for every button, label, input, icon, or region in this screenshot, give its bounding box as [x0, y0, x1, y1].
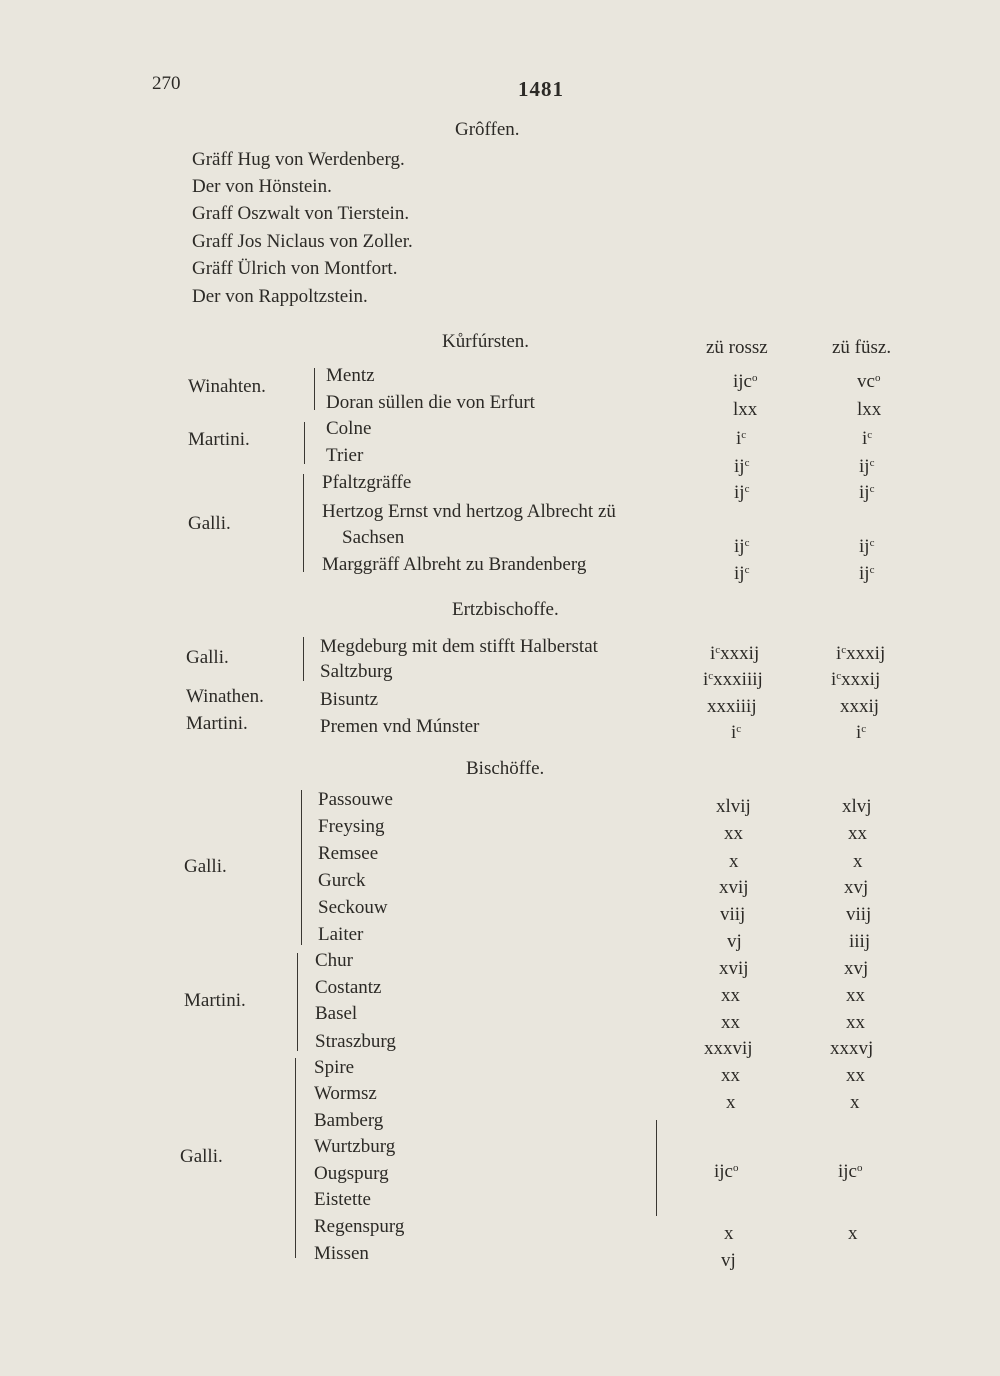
- year-header: 1481: [518, 77, 564, 101]
- fusz-value: xxxvj: [830, 1038, 874, 1059]
- term-label: Winahten.: [188, 376, 266, 397]
- rossz-value: x: [726, 1092, 736, 1113]
- term-label: Galli.: [184, 856, 227, 877]
- elector-name: Colne: [326, 418, 372, 439]
- fusz-value: lxx: [857, 399, 882, 420]
- joint-rossz-value: ijc$^o$: [714, 1161, 739, 1182]
- fusz-value: $i^c$: [856, 722, 867, 743]
- bracket: [301, 790, 302, 945]
- rossz-value: xxxiiij: [707, 696, 757, 717]
- rossz-value: $i^cxxxiiij$: [703, 669, 763, 690]
- section-title-ertzbischoffe: Ertzbischoffe.: [452, 599, 559, 620]
- elector-name: Hertzog Ernst vnd hertzog Albrecht zü: [322, 501, 616, 522]
- archbishopric-name: Saltzburg: [320, 661, 393, 682]
- bracket: [314, 368, 315, 410]
- fusz-value: x: [850, 1092, 860, 1113]
- bishopric-name: Wormsz: [314, 1083, 377, 1104]
- rossz-value: ijc$^o$: [733, 371, 758, 392]
- rossz-value: $ij^c$: [734, 482, 750, 503]
- fusz-value: $vc^o$: [857, 371, 881, 392]
- page-number: 270: [152, 73, 181, 94]
- fusz-value: x: [853, 851, 863, 872]
- bracket: [304, 422, 305, 464]
- section-title-groffen: Grôffen.: [455, 119, 520, 140]
- fusz-value: $i^cxxxij$: [836, 643, 886, 664]
- rossz-value: xlvij: [716, 796, 751, 817]
- bishopric-name: Laiter: [318, 924, 364, 945]
- rossz-value: $ij^c$: [734, 536, 750, 557]
- fusz-value: xvj: [844, 877, 869, 898]
- rossz-value: xx: [721, 1012, 740, 1033]
- term-label: Martini.: [184, 990, 246, 1011]
- bishopric-name: Remsee: [318, 843, 379, 864]
- term-label: Martini.: [188, 429, 250, 450]
- rossz-value: $i^c$: [731, 722, 742, 743]
- term-label: Galli.: [188, 513, 231, 534]
- groffen-entry: Gräff Ülrich von Montfort.: [192, 258, 398, 279]
- term-label: Martini.: [186, 713, 248, 734]
- fusz-value: $ij^c$: [859, 456, 875, 477]
- rossz-value: x: [724, 1223, 734, 1244]
- bishopric-name: Straszburg: [315, 1031, 396, 1052]
- joint-fusz-value: ijc$^o$: [838, 1161, 863, 1182]
- fusz-value: $ij^c$: [859, 536, 875, 557]
- column-header-rossz: zü rossz: [706, 337, 768, 358]
- fusz-value: $ij^c$: [859, 563, 875, 584]
- section-title-bischoffe: Bischöffe.: [466, 758, 545, 779]
- bishopric-name: Costantz: [315, 977, 382, 998]
- groffen-entry: Graff Jos Niclaus von Zoller.: [192, 231, 413, 252]
- bishopric-name: Spire: [314, 1057, 355, 1078]
- fusz-value: xlvj: [842, 796, 872, 817]
- fusz-value: xx: [846, 1065, 865, 1086]
- bishopric-name: Eistette: [314, 1189, 371, 1210]
- rossz-value: xx: [724, 823, 743, 844]
- fusz-value: xx: [846, 1012, 865, 1033]
- fusz-value: x: [848, 1223, 858, 1244]
- rossz-value: x: [729, 851, 739, 872]
- section-title-kurfursten: Kůrfúrsten.: [442, 331, 530, 352]
- bishopric-name: Basel: [315, 1003, 358, 1024]
- archbishopric-name: Megdeburg mit dem stifft Halberstat: [320, 636, 598, 657]
- rossz-value: $i^cxxxij$: [710, 643, 760, 664]
- elector-name: Marggräff Albreht zu Brandenberg: [322, 554, 587, 575]
- bishopric-name: Ougspurg: [314, 1163, 389, 1184]
- rossz-value: $ij^c$: [734, 563, 750, 584]
- groffen-entry: Der von Hönstein.: [192, 176, 332, 197]
- bracket: [295, 1058, 296, 1258]
- fusz-value: $ij^c$: [859, 482, 875, 503]
- rossz-value: xvij: [719, 958, 749, 979]
- rossz-value: xx: [721, 1065, 740, 1086]
- bishopric-name: Passouwe: [318, 789, 393, 810]
- bishopric-name: Seckouw: [318, 897, 388, 918]
- bracket: [303, 474, 304, 572]
- groffen-entry: Gräff Hug von Werdenberg.: [192, 149, 405, 170]
- bishopric-name: Regenspurg: [314, 1216, 405, 1237]
- column-header-fusz: zü füsz.: [832, 337, 892, 358]
- rossz-value: xvij: [719, 877, 749, 898]
- bishopric-name: Freysing: [318, 816, 385, 837]
- rossz-value: xxxvij: [704, 1038, 753, 1059]
- rossz-value: viij: [720, 904, 746, 925]
- rossz-value: xx: [721, 985, 740, 1006]
- archbishopric-name: Bisuntz: [320, 689, 379, 710]
- term-label: Galli.: [186, 647, 229, 668]
- elector-name: Doran süllen die von Erfurt: [326, 392, 535, 413]
- bishopric-name: Chur: [315, 950, 353, 971]
- archbishopric-name: Premen vnd Múnster: [320, 716, 480, 737]
- fusz-value: $i^c$: [862, 428, 873, 449]
- bishopric-name: Bamberg: [314, 1110, 384, 1131]
- fusz-value: xx: [846, 985, 865, 1006]
- term-label: Galli.: [180, 1146, 223, 1167]
- bracket: [297, 953, 298, 1051]
- fusz-value: $i^cxxxij$: [831, 669, 881, 690]
- groffen-entry: Der von Rappoltzstein.: [192, 286, 368, 307]
- elector-name: Sachsen: [342, 527, 405, 548]
- fusz-value: iiij: [849, 931, 871, 952]
- fusz-value: xx: [848, 823, 867, 844]
- rossz-value: $i^c$: [736, 428, 747, 449]
- bishopric-name: Gurck: [318, 870, 366, 891]
- rossz-value: vj: [721, 1250, 736, 1271]
- rossz-value: $ij^c$: [734, 456, 750, 477]
- bishopric-name: Wurtzburg: [314, 1136, 396, 1157]
- fusz-value: viij: [846, 904, 872, 925]
- fusz-value: xxxij: [840, 696, 880, 717]
- elector-name: Mentz: [326, 365, 375, 386]
- joint-bracket: [648, 1120, 657, 1216]
- rossz-value: vj: [727, 931, 742, 952]
- fusz-value: xvj: [844, 958, 869, 979]
- bishopric-name: Missen: [314, 1243, 369, 1264]
- elector-name: Pfaltzgräffe: [322, 472, 412, 493]
- term-label: Winathen.: [186, 686, 264, 707]
- groffen-entry: Graff Oszwalt von Tierstein.: [192, 203, 410, 224]
- bracket: [303, 637, 304, 681]
- rossz-value: lxx: [733, 399, 758, 420]
- elector-name: Trier: [326, 445, 364, 466]
